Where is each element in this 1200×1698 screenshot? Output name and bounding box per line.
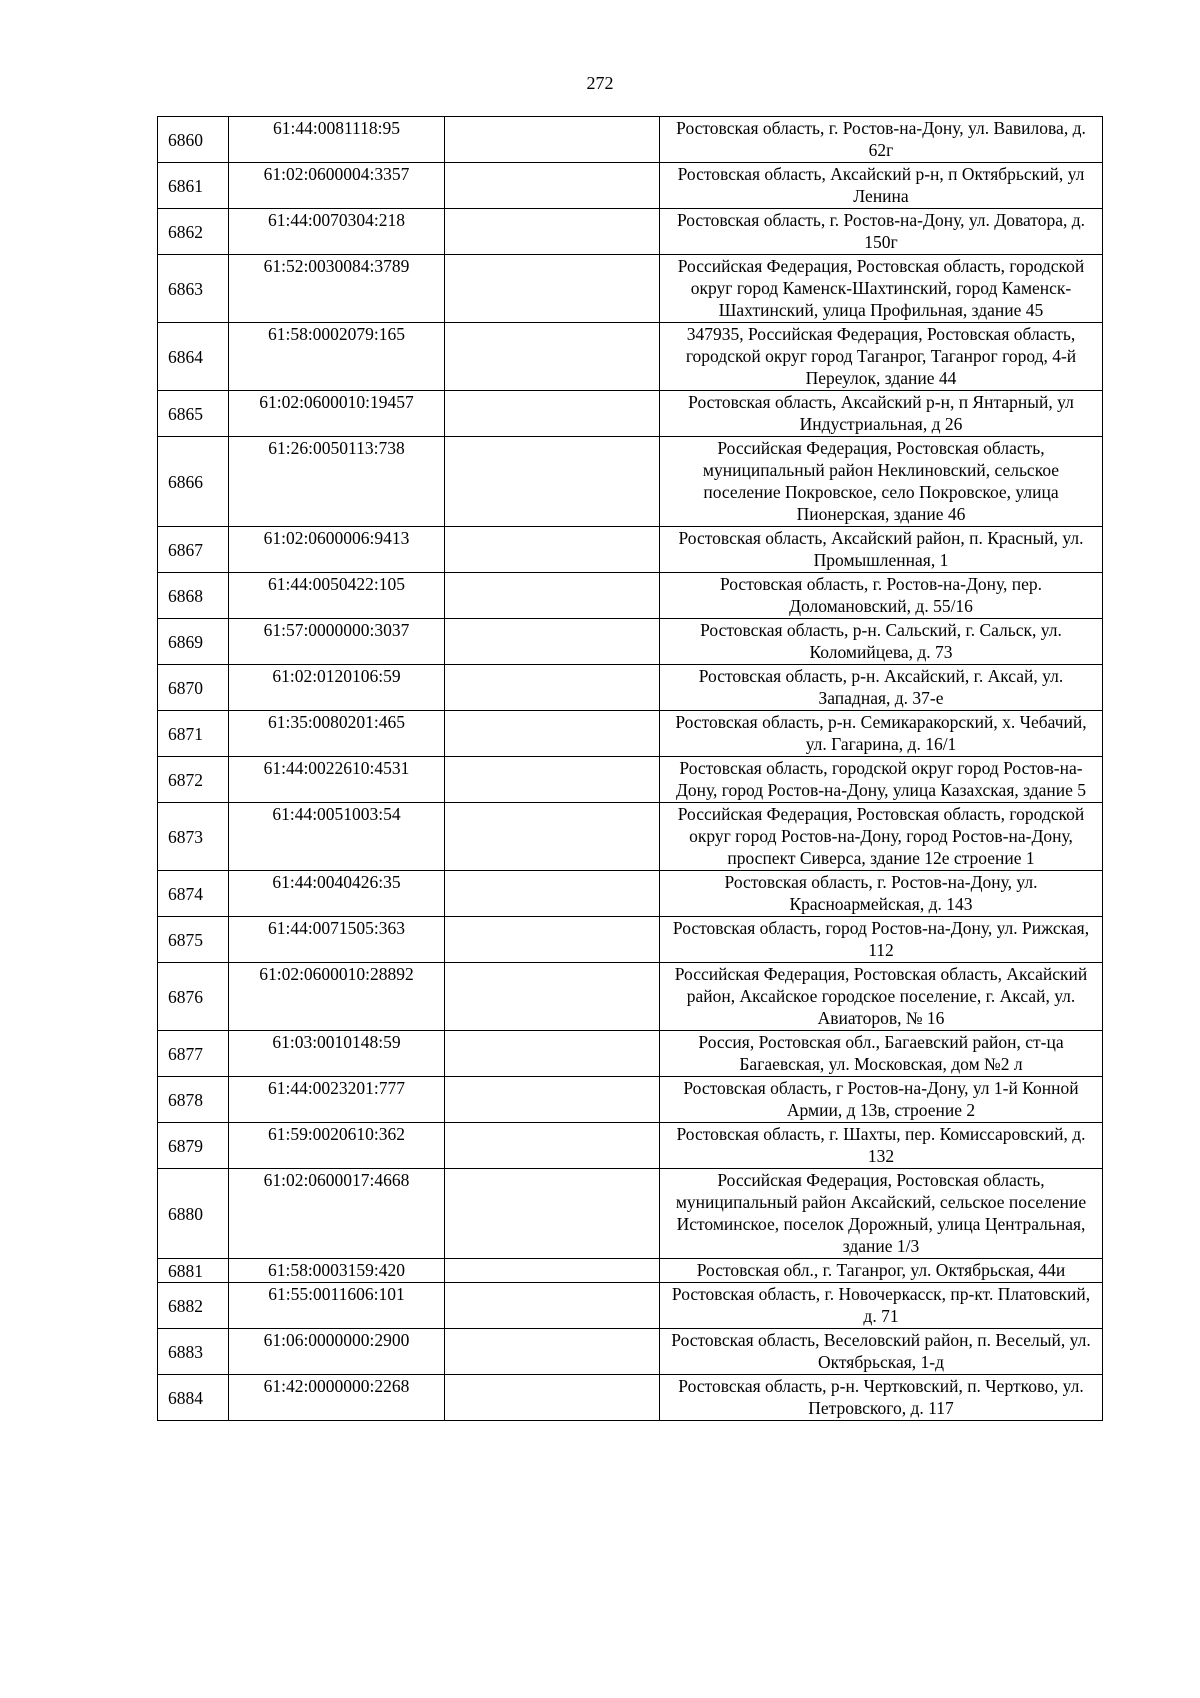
empty-cell — [445, 1077, 660, 1123]
row-number-cell: 6860 — [158, 117, 229, 163]
row-number-cell: 6869 — [158, 619, 229, 665]
row-number-cell: 6876 — [158, 963, 229, 1031]
table-row — [158, 711, 1103, 757]
empty-cell — [445, 1031, 660, 1077]
empty-cell — [445, 1329, 660, 1375]
address-cell: Ростовская область, Веселовский район, п. Веселый, ул. Октябрьская, 1-д — [660, 1329, 1103, 1375]
cadastral-number-cell: 61:44:0040426:35 — [229, 871, 445, 917]
row-number-cell: 6861 — [158, 163, 229, 209]
registry-table — [157, 116, 1103, 1421]
address-cell: Россия, Ростовская обл., Багаевский район, ст-ца Багаевская, ул. Московская, дом №2 л — [660, 1031, 1103, 1077]
cadastral-number-cell: 61:02:0600004:3357 — [229, 163, 445, 209]
table-row — [158, 209, 1103, 255]
empty-cell — [445, 1169, 660, 1259]
table-row — [158, 391, 1103, 437]
table-row — [158, 871, 1103, 917]
address-cell: Ростовская область, р-н. Семикаракорский, х. Чебачий, ул. Гагарина, д. 16/1 — [660, 711, 1103, 757]
row-number-cell: 6865 — [158, 391, 229, 437]
empty-cell — [445, 1375, 660, 1421]
empty-cell — [445, 871, 660, 917]
row-number-cell: 6862 — [158, 209, 229, 255]
empty-cell — [445, 255, 660, 323]
cadastral-number-cell: 61:44:0081118:95 — [229, 117, 445, 163]
address-cell: Российская Федерация, Ростовская область, Аксайский район, Аксайское городское поселение, г. Аксай, ул. Авиаторов, № 16 — [660, 963, 1103, 1031]
address-cell: Ростовская область, г. Ростов-на-Дону, пер. Доломановский, д. 55/16 — [660, 573, 1103, 619]
address-cell: Российская Федерация, Ростовская область, городской округ город Ростов-на-Дону, город Ростов-на-Дону, проспект Сиверса, здание 12е строение 1 — [660, 803, 1103, 871]
table-row — [158, 1123, 1103, 1169]
table-row — [158, 665, 1103, 711]
row-number-cell: 6877 — [158, 1031, 229, 1077]
cadastral-number-cell: 61:44:0022610:4531 — [229, 757, 445, 803]
table-row — [158, 757, 1103, 803]
address-cell: Ростовская область, р-н. Чертковский, п. Чертково, ул. Петровского, д. 117 — [660, 1375, 1103, 1421]
address-cell: Ростовская область, г Ростов-на-Дону, ул 1-й Конной Армии, д 13в, строение 2 — [660, 1077, 1103, 1123]
empty-cell — [445, 1283, 660, 1329]
cadastral-number-cell: 61:06:0000000:2900 — [229, 1329, 445, 1375]
cadastral-number-cell: 61:02:0600010:19457 — [229, 391, 445, 437]
table-row — [158, 573, 1103, 619]
table-row — [158, 1031, 1103, 1077]
empty-cell — [445, 117, 660, 163]
cadastral-number-cell: 61:58:0003159:420 — [229, 1259, 445, 1283]
cadastral-number-cell: 61:35:0080201:465 — [229, 711, 445, 757]
table-row — [158, 1375, 1103, 1421]
row-number-cell: 6870 — [158, 665, 229, 711]
address-cell: Ростовская область, город Ростов-на-Дону, ул. Рижская, 112 — [660, 917, 1103, 963]
table-row — [158, 619, 1103, 665]
row-number-cell: 6873 — [158, 803, 229, 871]
row-number-cell: 6874 — [158, 871, 229, 917]
empty-cell — [445, 917, 660, 963]
address-cell: Ростовская область, Аксайский р-н, п Янтарный, ул Индустриальная, д 26 — [660, 391, 1103, 437]
table-row — [158, 323, 1103, 391]
cadastral-number-cell: 61:58:0002079:165 — [229, 323, 445, 391]
row-number-cell: 6882 — [158, 1283, 229, 1329]
address-cell: Ростовская область, Аксайский р-н, п Октябрьский, ул Ленина — [660, 163, 1103, 209]
cadastral-number-cell: 61:44:0070304:218 — [229, 209, 445, 255]
cadastral-number-cell: 61:02:0600017:4668 — [229, 1169, 445, 1259]
empty-cell — [445, 711, 660, 757]
table-row — [158, 803, 1103, 871]
table-row — [158, 1329, 1103, 1375]
row-number-cell: 6872 — [158, 757, 229, 803]
page-number: 272 — [586, 73, 614, 93]
row-number-cell: 6875 — [158, 917, 229, 963]
row-number-cell: 6878 — [158, 1077, 229, 1123]
cadastral-number-cell: 61:44:0071505:363 — [229, 917, 445, 963]
address-cell: Ростовская область, г. Новочеркасск, пр-кт. Платовский, д. 71 — [660, 1283, 1103, 1329]
cadastral-number-cell: 61:03:0010148:59 — [229, 1031, 445, 1077]
cadastral-number-cell: 61:44:0051003:54 — [229, 803, 445, 871]
table-row — [158, 437, 1103, 527]
table-row — [158, 1259, 1103, 1283]
address-cell: Ростовская область, г. Шахты, пер. Комиссаровский, д. 132 — [660, 1123, 1103, 1169]
row-number-cell: 6867 — [158, 527, 229, 573]
table-row — [158, 1283, 1103, 1329]
cadastral-number-cell: 61:42:0000000:2268 — [229, 1375, 445, 1421]
cadastral-number-cell: 61:02:0600006:9413 — [229, 527, 445, 573]
address-cell: Ростовская область, р-н. Сальский, г. Сальск, ул. Коломийцева, д. 73 — [660, 619, 1103, 665]
empty-cell — [445, 573, 660, 619]
address-cell: Российская Федерация, Ростовская область, городской округ город Каменск-Шахтинский, город Каменск-Шахтинский, улица Профильная, здание 45 — [660, 255, 1103, 323]
cadastral-number-cell: 61:44:0023201:777 — [229, 1077, 445, 1123]
row-number-cell: 6871 — [158, 711, 229, 757]
empty-cell — [445, 803, 660, 871]
cadastral-number-cell: 61:57:0000000:3037 — [229, 619, 445, 665]
row-number-cell: 6866 — [158, 437, 229, 527]
cadastral-number-cell: 61:02:0600010:28892 — [229, 963, 445, 1031]
row-number-cell: 6883 — [158, 1329, 229, 1375]
empty-cell — [445, 209, 660, 255]
empty-cell — [445, 323, 660, 391]
cadastral-number-cell: 61:44:0050422:105 — [229, 573, 445, 619]
row-number-cell: 6884 — [158, 1375, 229, 1421]
address-cell: Ростовская область, Аксайский район, п. Красный, ул. Промышленная, 1 — [660, 527, 1103, 573]
empty-cell — [445, 665, 660, 711]
empty-cell — [445, 1259, 660, 1283]
address-cell: Ростовская обл., г. Таганрог, ул. Октябрьская, 44и — [660, 1259, 1103, 1283]
empty-cell — [445, 963, 660, 1031]
registry-table-body — [158, 117, 1103, 1421]
empty-cell — [445, 163, 660, 209]
table-row — [158, 527, 1103, 573]
row-number-cell: 6863 — [158, 255, 229, 323]
row-number-cell: 6864 — [158, 323, 229, 391]
row-number-cell: 6868 — [158, 573, 229, 619]
table-row — [158, 255, 1103, 323]
empty-cell — [445, 757, 660, 803]
row-number-cell: 6880 — [158, 1169, 229, 1259]
address-cell: Ростовская область, р-н. Аксайский, г. Аксай, ул. Западная, д. 37-е — [660, 665, 1103, 711]
cadastral-number-cell: 61:02:0120106:59 — [229, 665, 445, 711]
table-row — [158, 963, 1103, 1031]
table-row — [158, 1077, 1103, 1123]
cadastral-number-cell: 61:55:0011606:101 — [229, 1283, 445, 1329]
table-row — [158, 163, 1103, 209]
address-cell: Ростовская область, г. Ростов-на-Дону, ул. Вавилова, д. 62г — [660, 117, 1103, 163]
table-row — [158, 117, 1103, 163]
cadastral-number-cell: 61:59:0020610:362 — [229, 1123, 445, 1169]
empty-cell — [445, 527, 660, 573]
address-cell: 347935, Российская Федерация, Ростовская область, городской округ город Таганрог, Таганрог город, 4-й Переулок, здание 44 — [660, 323, 1103, 391]
cadastral-number-cell: 61:26:0050113:738 — [229, 437, 445, 527]
table-row — [158, 1169, 1103, 1259]
address-cell: Российская Федерация, Ростовская область, муниципальный район Неклиновский, сельское поселение Покровское, село Покровское, улица Пионерская, здание 46 — [660, 437, 1103, 527]
empty-cell — [445, 1123, 660, 1169]
empty-cell — [445, 619, 660, 665]
row-number-cell: 6881 — [158, 1259, 229, 1283]
cadastral-number-cell: 61:52:0030084:3789 — [229, 255, 445, 323]
empty-cell — [445, 391, 660, 437]
address-cell: Российская Федерация, Ростовская область, муниципальный район Аксайский, сельское поселение Истоминское, поселок Дорожный, улица Центральная, здание 1/3 — [660, 1169, 1103, 1259]
empty-cell — [445, 437, 660, 527]
table-row — [158, 917, 1103, 963]
address-cell: Ростовская область, г. Ростов-на-Дону, ул. Доватора, д. 150г — [660, 209, 1103, 255]
row-number-cell: 6879 — [158, 1123, 229, 1169]
address-cell: Ростовская область, г. Ростов-на-Дону, ул. Красноармейская, д. 143 — [660, 871, 1103, 917]
address-cell: Ростовская область, городской округ город Ростов-на-Дону, город Ростов-на-Дону, улица Казахская, здание 5 — [660, 757, 1103, 803]
